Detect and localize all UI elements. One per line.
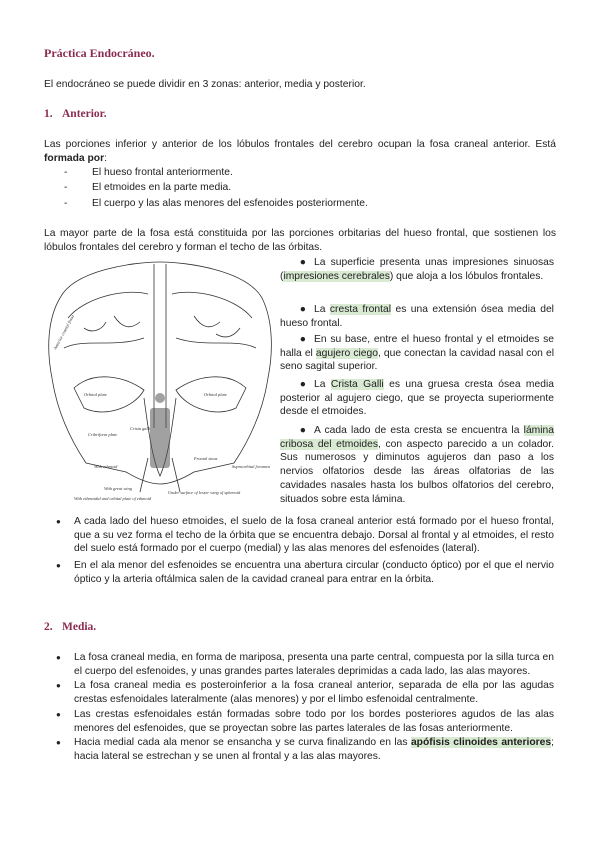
page-title: Práctica Endocráneo. — [44, 46, 155, 60]
list-item: ● En el ala menor del esfenoides se encuentra una abertura circular (conducto óptico) por el que el nervio óptico y la arteria oftálmica salen de la cavidad craneal para entrar en la órbita. — [56, 559, 554, 586]
text-run: Hacia medial cada ala menor se ensancha y se curva finalizando en las — [74, 737, 411, 749]
list-item: ● La fosa craneal media es posteroinferior a la fosa craneal anterior, separada de ella por las agudas crestas esfenoidales lateralmente (alas menores) y por el limbo esfenoidal centralmente. — [56, 679, 554, 706]
section-number: 2. — [44, 621, 53, 633]
figure-label: Crista galli — [130, 426, 151, 431]
text-run: En su base, entre el hueso frontal y el etmoides se halla el — [280, 334, 554, 359]
section-title: Anterior. — [62, 108, 107, 120]
figure-label: Under surface of lesser wing of sphenoid — [168, 490, 241, 495]
section-heading-media — [44, 621, 96, 633]
text-run: , con aspecto parecido a un colador. Sus numerosos y diminutos agujeros dan paso a los nervios olfatorios desde las áreas olfatorias de las cavidades nasales hasta los bulbos olfatorios del cerebro, situados sobre esta lámina. — [280, 438, 554, 505]
list-item — [56, 736, 554, 763]
text-run: , que conectan la cavidad nasal con el seno sagital superior. — [280, 347, 554, 373]
bold-text: formada por — [44, 152, 105, 164]
bullet-crista-galli — [280, 378, 554, 419]
section-number: 1. — [44, 108, 53, 120]
text-run: ; hacia lateral se estrechan y se unen al frontal y a las alas mayores. — [74, 737, 554, 762]
text-run: La superficie presenta unas impresiones sinuosas ( — [280, 257, 554, 282]
section-heading-anterior — [44, 108, 107, 120]
intro-paragraph: El endocráneo se puede dividir en 3 zonas: anterior, media y posterior. — [44, 79, 366, 90]
text-run: ) que aloja a los lóbulos frontales. — [389, 270, 544, 282]
list-item: ● Las crestas esfenoidales están formadas sobre todo por los bordes posteriores agudos de las alas menores del esfenoides, que se proyectan sobre las partes laterales de las fosas anteriormente. — [56, 708, 554, 735]
text-run: Las porciones inferior y anterior de los lóbulos frontales del cerebro ocupan la fosa craneal anterior. Está — [44, 139, 556, 150]
anterior-paragraph-2: La mayor parte de la fosa está constituida por las porciones orbitarias del hueso frontal, que sostienen los lóbulos frontales del cerebro y forman el techo de las órbitas. — [44, 228, 556, 253]
anterior-paragraph-1 — [44, 138, 556, 165]
media-bullets — [56, 651, 554, 764]
anterior-fossa-illustration — [44, 258, 276, 516]
bullet-lamina-cribosa — [280, 424, 554, 506]
text-run: es una extensión ósea media del hueso frontal. — [280, 304, 554, 329]
bullet-impresiones — [280, 256, 554, 283]
highlighted-term: lámina cribosa del etmoides — [280, 425, 554, 450]
highlighted-term: Crista Galli — [330, 379, 384, 390]
figure-label: Orbital plate — [204, 392, 227, 397]
figure-label: With ethmoidal and orbital plate of ethmoid — [74, 496, 152, 501]
figure-label: Anterior cranial fossa — [52, 313, 76, 351]
list-item: - El etmoides en la parte media. — [64, 180, 544, 195]
figure-label: With great wing — [104, 486, 132, 491]
anterior-bullets-full — [56, 515, 554, 587]
figure-label: Frontal sinus — [194, 456, 218, 461]
highlighted-term: cresta frontal — [329, 304, 392, 315]
figure-label: With ethmoid — [94, 464, 118, 469]
text-run: : — [104, 152, 107, 164]
highlighted-term: impresiones cerebrales — [283, 270, 390, 282]
text-run: es una gruesa cresta ósea media posterior al agujero ciego, que se proyecta superiormente desde el etmoides. — [280, 379, 554, 418]
figure-label: Cribriform plate — [88, 432, 118, 437]
bullet-cresta-frontal — [280, 303, 554, 330]
list-item: - El cuerpo y las alas menores del esfenoides posteriormente. — [64, 196, 544, 211]
bullet-dot: ● — [299, 379, 306, 390]
text-run: La — [314, 379, 331, 390]
highlighted-term: apófisis clinoides anteriores — [410, 737, 552, 749]
bullet-agujero-ciego — [280, 333, 554, 374]
list-item: - El hueso frontal anteriormente. — [64, 165, 544, 180]
section-title: Media. — [62, 621, 97, 633]
text-run: La — [314, 304, 330, 315]
bullet-dot: ● — [299, 304, 306, 315]
bullet-dot: ● — [299, 257, 306, 268]
list-item: ● A cada lado del hueso etmoides, el suelo de la fosa craneal anterior está formado por el hueso frontal, que a su vez forma el techo de la órbita que se encuentra debajo. Dorsal al frontal y al etmoides, el resto del suelo está formado por el cuerpo (medial) y las alas menores del esfenoides (lateral). — [56, 515, 554, 556]
figure-label: Supraorbital foramen — [232, 464, 271, 469]
text-run: A cada lado de esta cresta se encuentra la — [314, 425, 524, 436]
highlighted-term: agujero ciego — [315, 347, 378, 359]
figure-label: Orbital plate — [84, 392, 107, 397]
bullet-dot: ● — [299, 334, 306, 345]
list-item: ● La fosa craneal media, en forma de mariposa, presenta una parte central, compuesta por la silla turca en el cuerpo del esfenoides, y unas grandes partes laterales deprimidas a cada lado, las alas mayores. — [56, 651, 554, 678]
bullet-dot: ● — [299, 425, 306, 436]
composition-list — [64, 165, 544, 211]
